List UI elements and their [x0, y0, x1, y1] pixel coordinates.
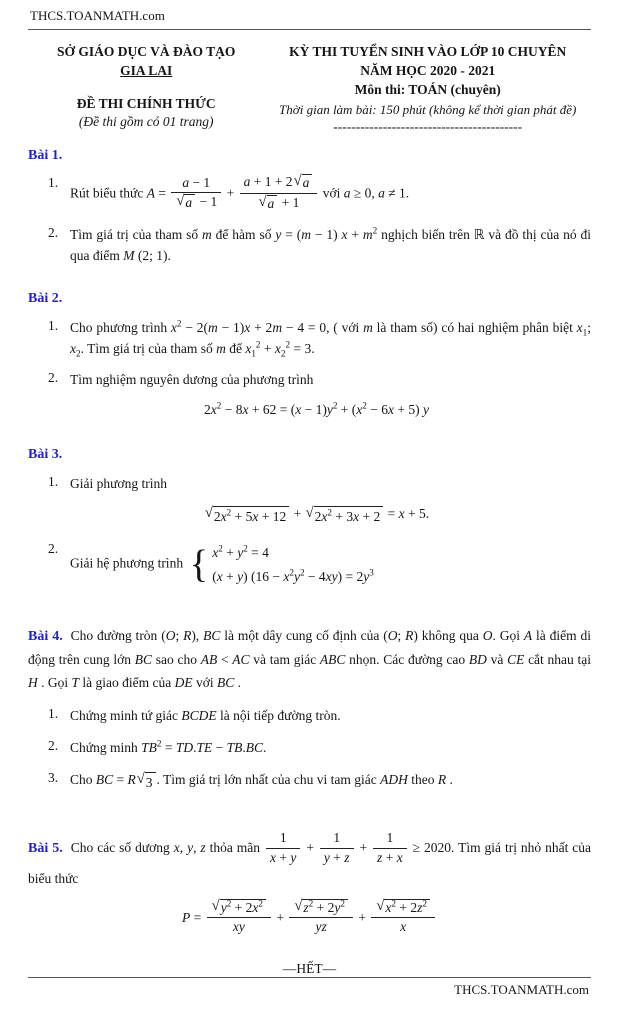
display-equation: $2x^2 - 8x + 62 = (x - 1)y^2 + (x^2 - 6x + 5)$ y: [204, 400, 429, 418]
department-name: SỞ GIÁO DỤC VÀ ĐÀO TẠO: [57, 44, 236, 59]
problem-5-label: Bài 5.: [28, 841, 63, 857]
problem-4-label: Bài 4.: [28, 629, 63, 645]
dashed-divider: ------------------------------------------: [333, 119, 523, 134]
problem-4: [28, 612, 591, 804]
item-number: 2.: [48, 224, 59, 240]
problem-2-item-1: [48, 318, 591, 360]
problem-3: [28, 447, 591, 599]
site-header-text: THCS.TOANMATH.com: [30, 8, 165, 23]
problem-1: [28, 148, 591, 278]
problem-4-intro: [28, 625, 591, 695]
problem-2-item-2: [48, 370, 591, 423]
item-number: 1.: [48, 317, 59, 333]
problem-2-label: Bài 2.: [28, 290, 63, 306]
time-limit-note: Thời gian làm bài: 150 phút (không kể thời gian phát đề): [279, 102, 577, 117]
problem-4-item-3: [48, 770, 591, 794]
site-footer-text: THCS.TOANMATH.com: [454, 982, 589, 998]
item-text: Tìm giá trị của tham số m để hàm số y = (m − 1) $x + m^2$ nghịch biến trên ℝ và đồ thị của nó đi qua điểm M (2; 1).: [70, 225, 592, 263]
problem-3-item-1: [48, 474, 591, 530]
item-text: Chứng minh $TB^2 = TD.TE - TB.BC$.: [70, 738, 267, 755]
page-count-note: (Đề thi gồm có 01 trang): [78, 114, 214, 129]
header-left-column: [28, 44, 264, 135]
exam-header: [28, 44, 591, 135]
item-text: Cho BC = R √ 3 . Tìm giá trị lớn nhất của chu vi tam giác ADH theo R .: [70, 770, 591, 794]
subject-name: Môn thi: TOÁN (chuyên): [354, 82, 501, 97]
item-text: Rút biểu thức A = a − 1 √ a − 1 + a + 1 + 2 √ a √ a + 1 với a ≥ 0, a ≠ 1.: [70, 173, 410, 211]
province-name: GIA LAI: [120, 63, 173, 78]
problem-5-intro-text: Cho các số dương x, y, z thỏa mãn $\frac{1}{x + y}$ + $\frac{1}{y + z}$ + $\frac{1}{z + x}$ ≥ 2020. Tìm giá trị nhỏ nhất của biểu thức: [28, 829, 592, 886]
end-of-exam-mark: —HẾT—: [282, 961, 337, 977]
item-number: 2.: [48, 370, 59, 386]
problem-4-item-2: [48, 738, 591, 759]
item-lead-text: Tìm nghiệm nguyên dương của phương trình: [70, 372, 314, 388]
problem-5-intro: [28, 831, 591, 891]
problem-4-item-1: [48, 706, 591, 727]
problem-2: [28, 291, 591, 435]
display-equation: √ $2x^2 + 5x + 12$ + √ $2x^2 + 3x + 2$ = x + 5.: [70, 504, 563, 528]
item-number: 2.: [48, 737, 59, 753]
item-number: 1.: [48, 706, 59, 722]
item-text: Giải hệ phương trình { $x^2 + y^2 = 4$ (x + y) $(16 - x^2y^2 - 4xy) = 2y^3$: [70, 543, 374, 587]
problem-4-intro-text: Cho đường tròn (O; R), BC là một dây cung cố định của (O; R) không qua O. Gọi A là điểm di động trên cung lớn BC sao cho AB < AC và tam giác ABC nhọn. Các đường cao BD và CE cắt nhau tại H . Gọi T là giao điểm của DE với BC .: [28, 628, 591, 691]
problem-5-display-equation: P = √ $y^2 + 2x^2$ xy + √ $z^2 + 2y^2$ yz + √ $x^2 + 2z^2$ x: [28, 900, 591, 938]
item-number: 1.: [48, 474, 59, 490]
item-number: 1.: [48, 175, 59, 190]
item-text: Cho phương trình $x^2 - 2(m - 1)x + 2m - 4 = 0$, ( với m là tham số) có hai nghiệm phân biệt $x_1$; $x_2$. Tìm giá trị của tham số m để $x_1^2 + x_2^2 = 3$.: [70, 318, 592, 359]
school-year: NĂM HỌC 2020 - 2021: [360, 63, 496, 78]
item-number: 2.: [48, 541, 59, 557]
problem-1-item-1: [48, 175, 591, 214]
problem-3-label: Bài 3.: [28, 447, 63, 463]
item-lead-text: Giải phương trình: [70, 476, 167, 492]
problem-1-item-2: [48, 225, 591, 267]
site-footer: [28, 977, 591, 1000]
exam-official-label: ĐỀ THI CHÍNH THỨC: [76, 96, 216, 111]
site-header: [28, 6, 591, 30]
exam-title: KỲ THI TUYỂN SINH VÀO LỚP 10 CHUYÊN: [289, 44, 567, 59]
header-right-column: [264, 44, 591, 135]
item-text: Chứng minh tứ giác BCDE là nội tiếp đường tròn.: [70, 708, 341, 724]
item-text: [70, 370, 591, 423]
item-number: 3.: [48, 769, 59, 785]
problem-5: [28, 818, 591, 939]
problem-3-item-2: [48, 541, 591, 588]
item-text: [70, 474, 591, 530]
problem-1-label: Bài 1.: [28, 148, 63, 163]
